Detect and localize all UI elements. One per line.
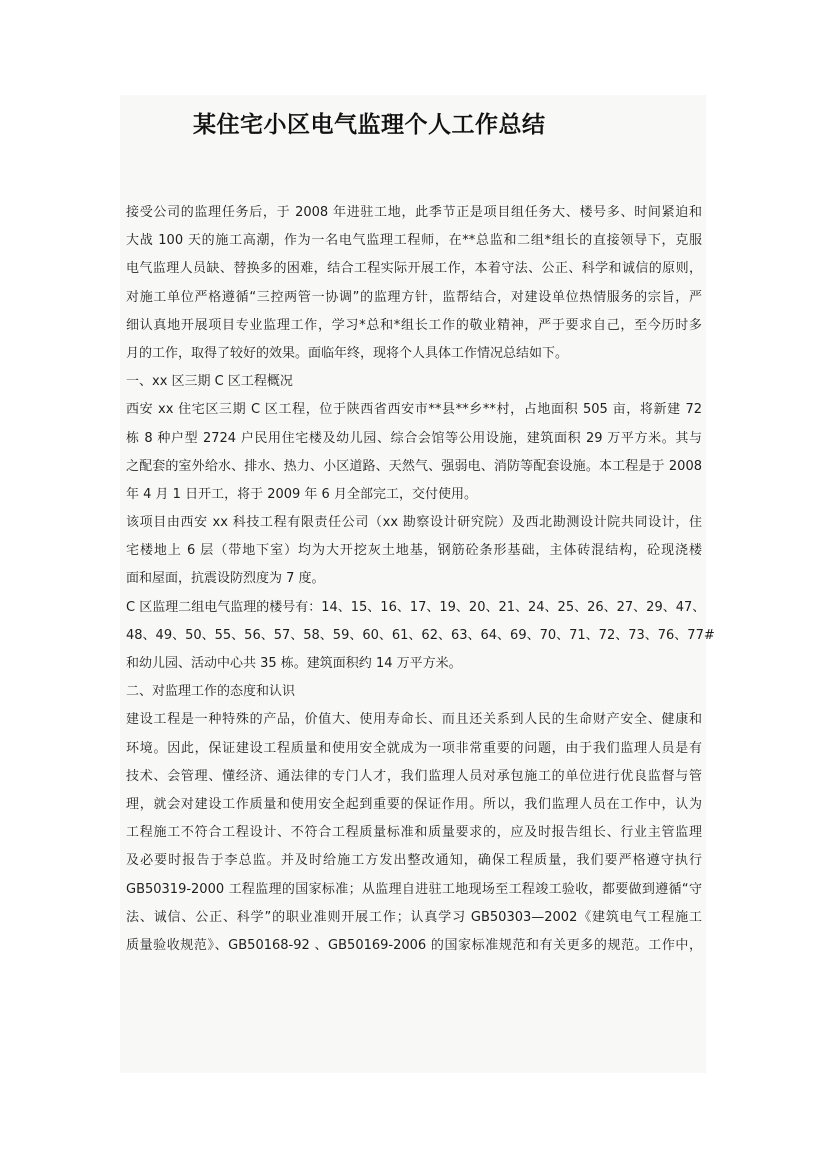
body-line: 对施工单位严格遵循“三控两管一协调”的监理方针，监帮结合，对建设单位热情服务的宗旨，严 [126, 289, 702, 305]
body-line: 大战 100 天的施工高潮，作为一名电气监理工程师，在**总监和二组*组长的直接领导下，克服 [126, 233, 702, 249]
body-line: 西安 xx 住宅区三期 C 区工程，位于陕西省西安市**县**乡**村，占地面积 505 亩，将新建 72 [126, 402, 702, 418]
body-line: 年 4 月 1 日开工，将于 2009 年 6 月全部完工，交付使用。 [126, 486, 477, 502]
body-line: 理，就会对建设工作质量和使用安全起到重要的保证作用。所以，我们监理人员在工作中，认为 [126, 796, 702, 812]
body-line: 技术、会管理、懂经济、通法律的专门人才，我们监理人员对承包施工的单位进行优良监督与管 [126, 768, 702, 784]
body-line: 建设工程是一种特殊的产品，价值大、使用寿命长、而且还关系到人民的生命财产安全、健康和 [126, 712, 702, 728]
body-line: GB50319-2000 工程监理的国家标准；从监理自进驻工地现场至工程竣工验收，都要做到遵循“守 [126, 881, 702, 897]
body-line: 二、对监理工作的态度和认识 [126, 684, 296, 700]
body-line: 质量验收规范》、GB50168-92 、GB50169-2006 的国家标准规范和有关更多的规范。工作中， [126, 937, 702, 953]
document-body [126, 199, 715, 960]
body-line: 工程施工不符合工程设计、不符合工程质量标准和质量要求的，应及时报告组长、行业主管监理 [126, 825, 702, 841]
body-line: 和幼儿园、活动中心共 35 栋。建筑面积约 14 万平方米。 [126, 656, 462, 671]
body-line: 宅楼地上 6 层（带地下室）均为大开挖灰土地基，钢筋砼条形基础，主体砖混结构，砼现浇楼 [126, 543, 702, 559]
body-line: 该项目由西安 xx 科技工程有限责任公司（xx 勘察设计研究院）及西北勘测设计院共同设计，住 [126, 515, 702, 531]
body-line: 月的工作，取得了较好的效果。面临年终，现将个人具体工作情况总结如下。 [126, 345, 569, 361]
body-line: 环境。因此，保证建设工程质量和使用安全就成为一项非常重要的问题，由于我们监理人员是有 [126, 740, 702, 756]
body-line: 一、xx 区三期 C 区工程概况 [126, 374, 293, 390]
body-line: 48、49、50、55、56、57、58、59、60、61、62、63、64、69、70、71、72、73、76、77# [126, 627, 715, 643]
body-line: 接受公司的监理任务后，于 2008 年进驻工地，此季节正是项目组任务大、楼号多、时间紧迫和 [126, 205, 702, 220]
body-line: C 区监理二组电气监理的楼号有：14、15、16、17、19、20、21、24、25、26、27、29、47、 [126, 599, 706, 615]
body-line: 之配套的室外给水、排水、热力、小区道路、天然气、强弱电、消防等配套设施。本工程是于 2008 [126, 458, 702, 474]
body-line: 及必要时报告于李总监。并及时给施工方发出整改通知，确保工程质量，我们要严格遵守执行 [126, 853, 702, 869]
body-line: 栋 8 种户型 2724 户民用住宅楼及幼儿园、综合会馆等公用设施，建筑面积 29 万平方米。其与 [126, 430, 702, 446]
document-title: 某住宅小区电气监理个人工作总结 [193, 111, 546, 138]
body-line: 法、诚信、公正、科学”的职业准则开展工作；认真学习 GB50303—2002《建筑电气工程施工 [126, 909, 702, 925]
body-line: 面和屋面，抗震设防烈度为 7 度。 [126, 571, 325, 587]
body-line: 细认真地开展项目专业监理工作，学习*总和*组长工作的敬业精神，严于要求自己，至今历时多 [126, 317, 702, 333]
body-line: 电气监理人员缺、替换多的困难，结合工程实际开展工作，本着守法、公正、科学和诚信的原则， [126, 261, 702, 277]
